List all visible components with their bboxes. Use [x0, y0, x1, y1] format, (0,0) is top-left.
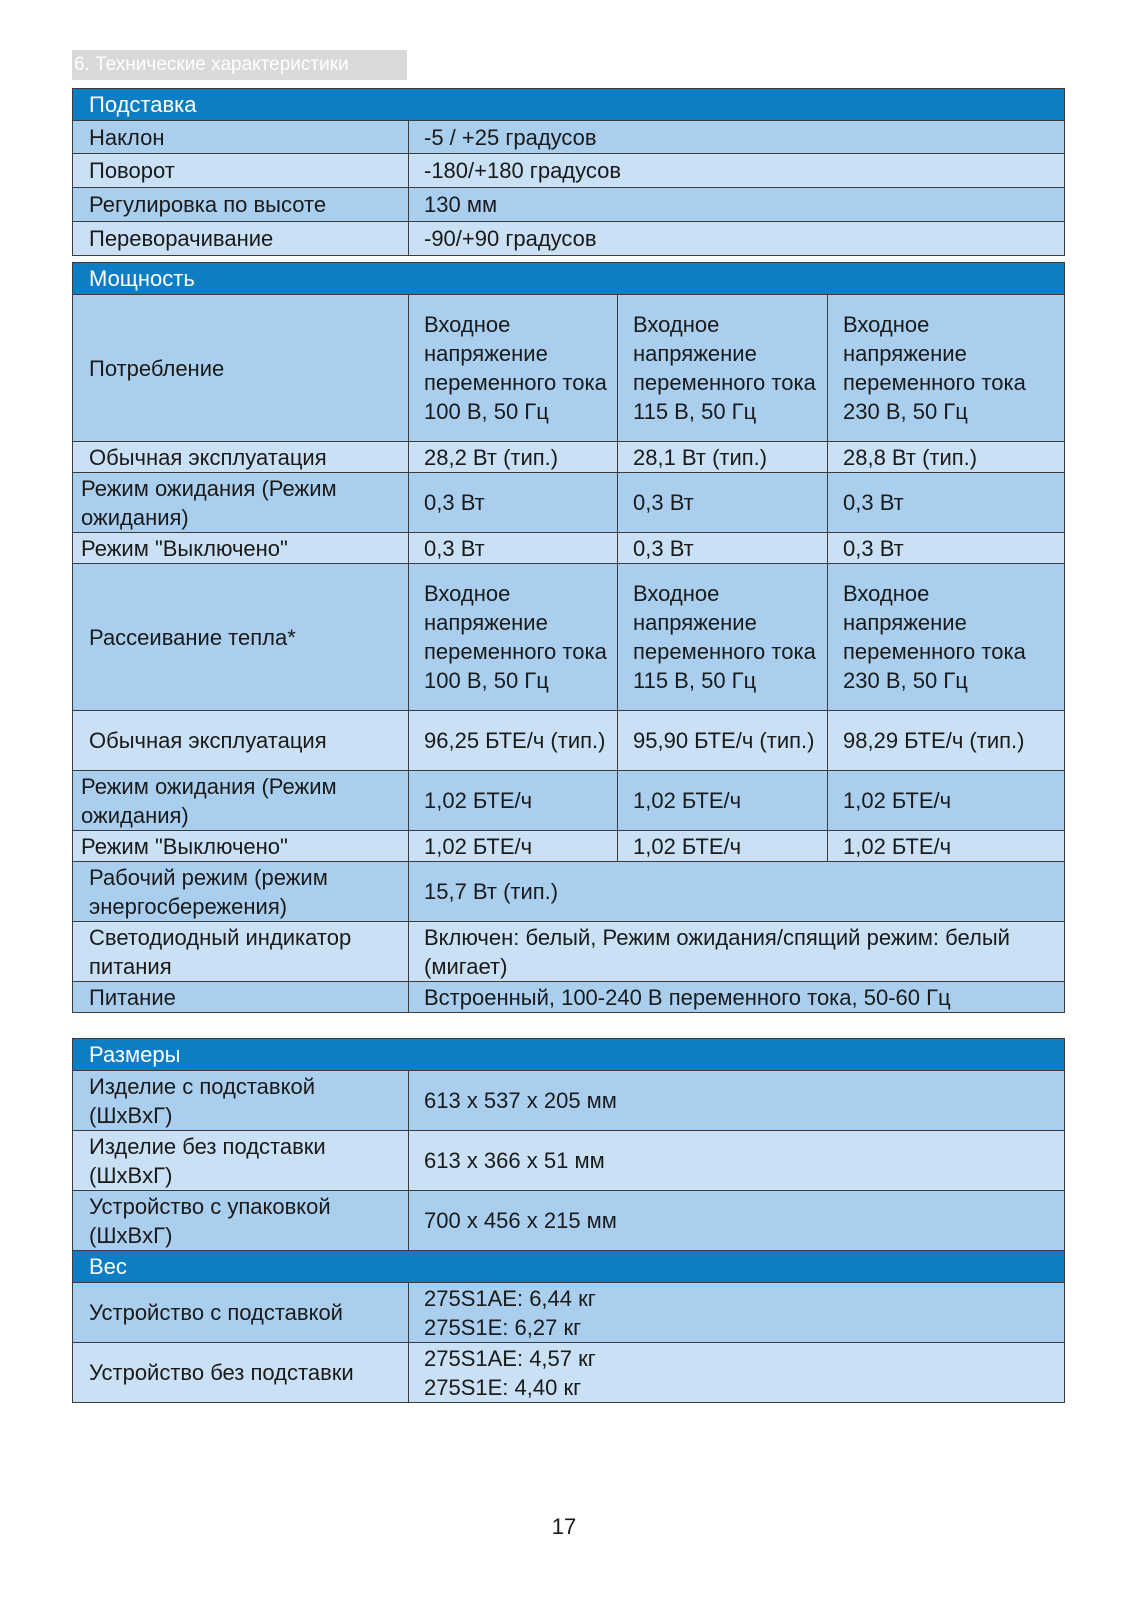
row-label: Режим "Выключено": [73, 533, 409, 564]
row-value: Включен: белый, Режим ожидания/спящий режим: белый (мигает): [409, 922, 1065, 982]
voltage-column-header: Входное напряжение переменного тока 230 В, 50 Гц: [828, 295, 1065, 442]
row-label: Наклон: [73, 121, 409, 154]
row-value: 613 x 537 x 205 мм: [409, 1071, 1065, 1131]
row-value: 15,7 Вт (тип.): [409, 862, 1065, 922]
section-label: 6. Технические характеристики: [72, 50, 407, 80]
row-value: [409, 1283, 1065, 1343]
table-row: [73, 1283, 1065, 1343]
row-label: Рабочий режим (режим энергосбережения): [73, 862, 409, 922]
cell-value: 95,90 БТЕ/ч (тип.): [618, 711, 828, 771]
table-row: [73, 121, 1065, 154]
cell-value: 0,3 Вт: [828, 533, 1065, 564]
cell-value: 28,8 Вт (тип.): [828, 442, 1065, 473]
cell-value: 98,29 БТЕ/ч (тип.): [828, 711, 1065, 771]
power-header: Мощность: [73, 263, 1065, 295]
voltage-column-header: Входное напряжение переменного тока 100 В, 50 Гц: [409, 295, 618, 442]
row-value: 130 мм: [409, 188, 1065, 222]
power-table: [72, 262, 1065, 1013]
row-label: Обычная эксплуатация: [73, 711, 409, 771]
stand-header: Подставка: [73, 89, 1065, 121]
row-label: Питание: [73, 982, 409, 1013]
row-label: Поворот: [73, 154, 409, 188]
table-row: [73, 1343, 1065, 1403]
weight-line: 275S1AE: 4,57 кг: [424, 1345, 596, 1371]
weight-header: Вес: [73, 1251, 1065, 1283]
cell-value: 1,02 БТЕ/ч: [409, 771, 618, 831]
table-row: [73, 1131, 1065, 1191]
row-label: Устройство без подставки: [73, 1343, 409, 1403]
cell-value: 0,3 Вт: [409, 473, 618, 533]
table-row: [73, 922, 1065, 982]
cell-value: 0,3 Вт: [828, 473, 1065, 533]
cell-value: 0,3 Вт: [409, 533, 618, 564]
weight-line: 275S1AE: 6,44 кг: [424, 1285, 596, 1311]
row-value: [409, 1343, 1065, 1403]
table-row: [73, 1071, 1065, 1131]
table-row: [73, 473, 1065, 533]
row-label: Изделие с подставкой (ШxВxГ): [73, 1071, 409, 1131]
row-label: Регулировка по высоте: [73, 188, 409, 222]
table-row: [73, 862, 1065, 922]
cell-value: 28,1 Вт (тип.): [618, 442, 828, 473]
cell-value: 1,02 БТЕ/ч: [618, 831, 828, 862]
row-label: Устройство с упаковкой (ШxВxГ): [73, 1191, 409, 1251]
table-row: [73, 831, 1065, 862]
row-value: -180/+180 градусов: [409, 154, 1065, 188]
row-value: -5 / +25 градусов: [409, 121, 1065, 154]
weight-line: 275S1E: 4,40 кг: [424, 1374, 582, 1400]
cell-value: 1,02 БТЕ/ч: [618, 771, 828, 831]
page-number: 17: [551, 1514, 577, 1539]
voltage-column-header: Входное напряжение переменного тока 230 В, 50 Гц: [828, 564, 1065, 711]
cell-value: 1,02 БТЕ/ч: [409, 831, 618, 862]
table-row: [73, 442, 1065, 473]
table-row: [73, 564, 1065, 711]
cell-value: 28,2 Вт (тип.): [409, 442, 618, 473]
cell-value: 96,25 БТЕ/ч (тип.): [409, 711, 618, 771]
row-label: Переворачивание: [73, 222, 409, 256]
row-value: 700 x 456 x 215 мм: [409, 1191, 1065, 1251]
dimensions-header: Размеры: [73, 1039, 1065, 1071]
table-row: [73, 222, 1065, 256]
row-label: Режим ожидания (Режим ожидания): [73, 771, 409, 831]
stand-table: [72, 88, 1065, 256]
cell-value: 0,3 Вт: [618, 533, 828, 564]
weight-line: 275S1E: 6,27 кг: [424, 1314, 582, 1340]
table-row: [73, 711, 1065, 771]
table-row: [73, 295, 1065, 442]
row-label: Режим ожидания (Режим ожидания): [73, 473, 409, 533]
voltage-column-header: Входное напряжение переменного тока 115 В, 50 Гц: [618, 564, 828, 711]
cell-value: 0,3 Вт: [618, 473, 828, 533]
row-value: -90/+90 градусов: [409, 222, 1065, 256]
row-label: Потребление: [73, 295, 409, 442]
row-label: Режим "Выключено": [73, 831, 409, 862]
voltage-column-header: Входное напряжение переменного тока 115 В, 50 Гц: [618, 295, 828, 442]
voltage-column-header: Входное напряжение переменного тока 100 В, 50 Гц: [409, 564, 618, 711]
row-label: Обычная эксплуатация: [73, 442, 409, 473]
table-row: [73, 154, 1065, 188]
row-value: Встроенный, 100-240 В переменного тока, 50-60 Гц: [409, 982, 1065, 1013]
row-value: 613 x 366 x 51 мм: [409, 1131, 1065, 1191]
cell-value: 1,02 БТЕ/ч: [828, 831, 1065, 862]
row-label: Рассеивание тепла*: [73, 564, 409, 711]
table-row: [73, 771, 1065, 831]
row-label: Светодиодный индикатор питания: [73, 922, 409, 982]
cell-value: 1,02 БТЕ/ч: [828, 771, 1065, 831]
dimensions-table: [72, 1038, 1065, 1403]
table-row: [73, 533, 1065, 564]
table-row: [73, 1191, 1065, 1251]
row-label: Изделие без подставки (ШxВxГ): [73, 1131, 409, 1191]
table-row: [73, 982, 1065, 1013]
table-row: [73, 188, 1065, 222]
row-label: Устройство с подставкой: [73, 1283, 409, 1343]
